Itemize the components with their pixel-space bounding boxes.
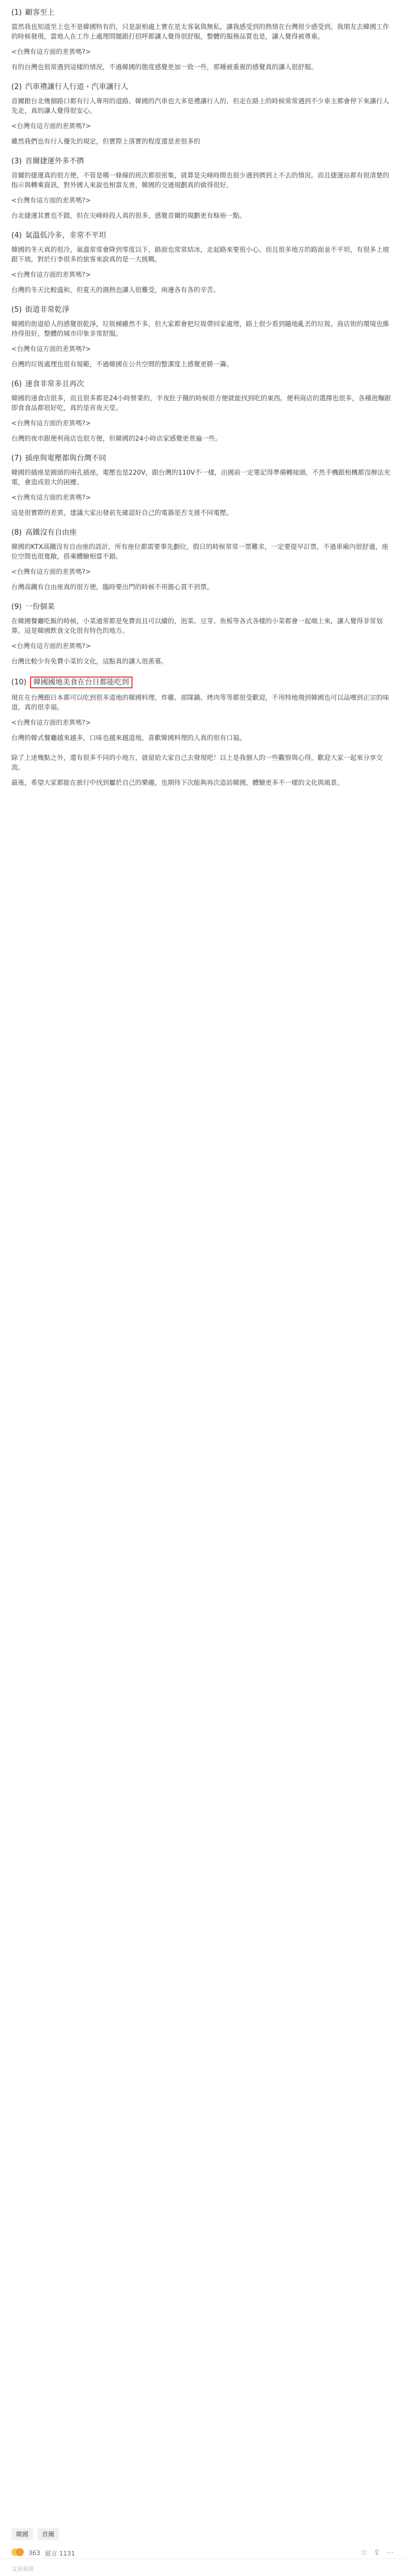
section-answer: 台灣的冬天比較溫和，但夏天的濕熱也讓人很難受，兩邊各有各的辛苦。 <box>11 286 220 294</box>
section-paragraph: 韓國的街道給人的感覺很乾淨，垃圾桶雖然不多，但大家都會把垃圾帶回家處理，路上很少看到隨地亂丟的垃圾。商店街的環境也維持得很好，整體的城市印象非常舒服。 <box>11 320 389 337</box>
section-number: (9) <box>11 603 22 611</box>
section-title <box>11 528 394 538</box>
reaction-count: 363 <box>28 2549 40 2557</box>
section-title-text: 顧客至上 <box>25 9 55 17</box>
section-paragraph: 首爾的捷運真的很方便，不管是哪一條線的班次都很密集，就算是尖峰時間也很少遇到擠到上不去的情況。而且捷運站都有很清楚的指示與轉乘資訊，對外國人來說也相當友善，韓國的交通規劃真的做得很好。 <box>11 171 389 189</box>
section-title-text: 高鐵沒有自由座 <box>25 528 77 537</box>
section-paragraph: 在韓國餐廳吃飯的時候，小菜通常都是免費而且可以續的，泡菜、豆芽、魚板等各式各樣的小菜都會一起端上來，讓人覺得非常划算。這是韓國飲食文化很有特色的地方。 <box>11 617 383 635</box>
section-title-text: 一份個菜 <box>25 603 55 611</box>
section-question: <台灣有這方面的差異嗎?> <box>11 493 91 501</box>
section-title <box>11 602 394 612</box>
section-question: <台灣有這方面的差異嗎?> <box>11 48 91 56</box>
article-section <box>11 8 394 72</box>
section-answer: 這是很實際的差異，建議大家出發前先確認好自己的電器是否支援不同電壓。 <box>11 509 233 517</box>
article-section <box>11 528 394 592</box>
section-number: (1) <box>11 9 22 17</box>
section-question: <台灣有這方面的差異嗎?> <box>11 568 91 576</box>
section-number: (2) <box>11 83 22 91</box>
article-info: 文章資訊 <box>11 2566 34 2573</box>
section-title <box>11 305 394 315</box>
section-question: <台灣有這方面的差異嗎?> <box>11 270 91 278</box>
section-answer: 台灣比較少有免費小菜的文化，這點真的讓人很羨慕。 <box>11 657 168 665</box>
section-title-text: 汽車禮讓行人行道・汽車讓行人 <box>25 83 129 91</box>
section-title-text: 氣溫低冷多，非常不平坦 <box>25 231 106 240</box>
section-title <box>11 156 394 166</box>
section-paragraph: 現在在台灣跟日本都可以吃到很多道地的韓國料理，炸雞、部隊鍋、烤肉等等都很受歡迎，不用特地飛到韓國也可以品嚐到正宗的味道，真的很幸福。 <box>11 693 389 711</box>
section-number: (10) <box>11 678 27 687</box>
section-answer: 台灣的韓式餐廳越來越多，口味也越來越道地，喜歡韓國料理的人真的很有口福。 <box>11 734 246 742</box>
article-section <box>11 82 394 146</box>
section-title-text: 插座與電壓都與台灣不同 <box>25 454 106 463</box>
section-answer: 有的台灣也很常遇到這樣的情況，不過韓國的態度感覺更加一致一些，那種被重視的感覺真的讓人很舒服。 <box>11 63 318 71</box>
section-title <box>11 676 394 688</box>
section-paragraph: 韓國的冬天真的很冷，氣溫常常會降到零度以下，路面也常常結冰，走起路來要很小心。而且很多地方的路面並不平坦，有很多上坡跟下坡，對於行李很多的旅客來說真的是一大挑戰。 <box>11 246 389 263</box>
section-answer: 台北捷運其實也不錯，但在尖峰時段人真的很多，感覺首爾的規劃更有餘裕一點。 <box>11 212 246 219</box>
section-title <box>11 8 394 18</box>
section-number: (5) <box>11 306 22 314</box>
section-answer: 雖然我們也有行人優先的規定，但實際上落實的程度還是差很多的 <box>11 137 201 145</box>
article-section <box>11 676 394 743</box>
section-paragraph: 韓國的插座是圓頭的兩孔插座，電壓也是220V，跟台灣的110V不一樣，出國前一定要記得準備轉接頭，不然手機跟相機都沒辦法充電，會造成很大的困擾。 <box>11 468 391 486</box>
section-title <box>11 454 394 463</box>
section-title-text: 韓國國地美食在台日都能吃到 <box>30 676 133 688</box>
section-answer: 台灣高鐵有自由座真的很方便，臨時要出門的時候不用擔心買不到票。 <box>11 583 214 591</box>
section-number: (8) <box>11 528 22 537</box>
section-title <box>11 82 394 92</box>
article-section <box>11 305 394 369</box>
section-answer: 台灣的垃圾處理也很有規範，不過韓國在公共空間的整潔度上感覺更勝一籌。 <box>11 360 233 368</box>
section-paragraph: 首爾跟台北幾個路口都有行人專用的道路，韓國的汽車也大多是禮讓行人的，但走在路上的時候常常遇到不少車主都會停下來讓行人先走，真的讓人覺得很安心。 <box>11 97 389 115</box>
section-title <box>11 231 394 240</box>
closing-paragraph: 除了上述幾點之外，還有很多不同的小地方，就留給大家自己去發現吧！以上是我個人的一些觀察與心得，歡迎大家一起來分享交流。 <box>11 754 383 771</box>
article-section <box>11 454 394 518</box>
comment-count[interactable]: 留言 1131 <box>45 2549 75 2557</box>
tag-list <box>11 2528 59 2540</box>
section-number: (3) <box>11 157 22 166</box>
section-question: <台灣有這方面的差異嗎?> <box>11 718 91 726</box>
reaction-bar <box>11 2548 75 2558</box>
article-section <box>11 156 394 221</box>
section-paragraph: 韓國的速食店很多，而且很多都是24小時營業的，半夜肚子餓的時候很方便就能找到吃的東西。便利商店的選擇也很多，各種泡麵跟即食食品都很好吃，真的是宵夜天堂。 <box>11 394 391 412</box>
section-question: <台灣有這方面的差異嗎?> <box>11 642 91 650</box>
divider <box>0 2558 405 2559</box>
article-section <box>11 231 394 295</box>
section-question: <台灣有這方面的差異嗎?> <box>11 196 91 204</box>
section-paragraph: 韓國的KTX高鐵沒有自由座的設計，所有座位都需要事先劃位，假日的時候常常一票難求，一定要提早訂票。不過車廂內很舒適，座位空間也很寬敞，搭乘體驗相當不錯。 <box>11 543 389 560</box>
laugh-reaction-icon <box>16 2548 24 2556</box>
more-icon[interactable]: ⋯ <box>386 2548 394 2557</box>
section-paragraph: 當然我也知道至上也不是韓國特有的，只是說相處上實在是太客氣與無私，讓我感受到的熱情在台灣很少感受到。我朋友去韓國工作的時候發現，當地人在工作上處理問題跟打招呼都讓人覺得很舒服，整體的服務品質也是，讓人覺得被尊重。 <box>11 23 389 40</box>
section-answer: 台灣的夜市跟便利商店也很方便，但韓國的24小時店家感覺更普遍一些。 <box>11 434 222 442</box>
section-question: <台灣有這方面的差異嗎?> <box>11 419 91 427</box>
action-icons <box>361 2548 394 2557</box>
section-number: (6) <box>11 380 22 388</box>
section-title-text: 街道非常乾淨 <box>25 306 70 314</box>
closing-paragraph-2: 最後，希望大家都能在旅行中找到屬於自己的樂趣，也期待下次能夠再次造訪韓國，體驗更多不一樣的文化與風景。 <box>11 779 344 786</box>
section-title-text: 速食非常多且再次 <box>25 380 84 388</box>
tag-seoul[interactable]: 首爾 <box>37 2528 59 2540</box>
section-title <box>11 379 394 389</box>
reaction-icons[interactable] <box>11 2548 24 2558</box>
article-section <box>11 602 394 666</box>
section-number: (4) <box>11 231 22 240</box>
article-section <box>11 379 394 443</box>
section-question: <台灣有這方面的差異嗎?> <box>11 122 91 130</box>
tag-korea[interactable]: 韓國 <box>11 2528 33 2540</box>
bookmark-icon[interactable]: ☆ <box>360 2548 368 2557</box>
share-icon[interactable]: ⇪ <box>373 2548 380 2557</box>
section-number: (7) <box>11 454 22 463</box>
section-title-text: 首爾捷運外多不擠 <box>25 157 84 166</box>
section-question: <台灣有這方面的差異嗎?> <box>11 345 91 353</box>
